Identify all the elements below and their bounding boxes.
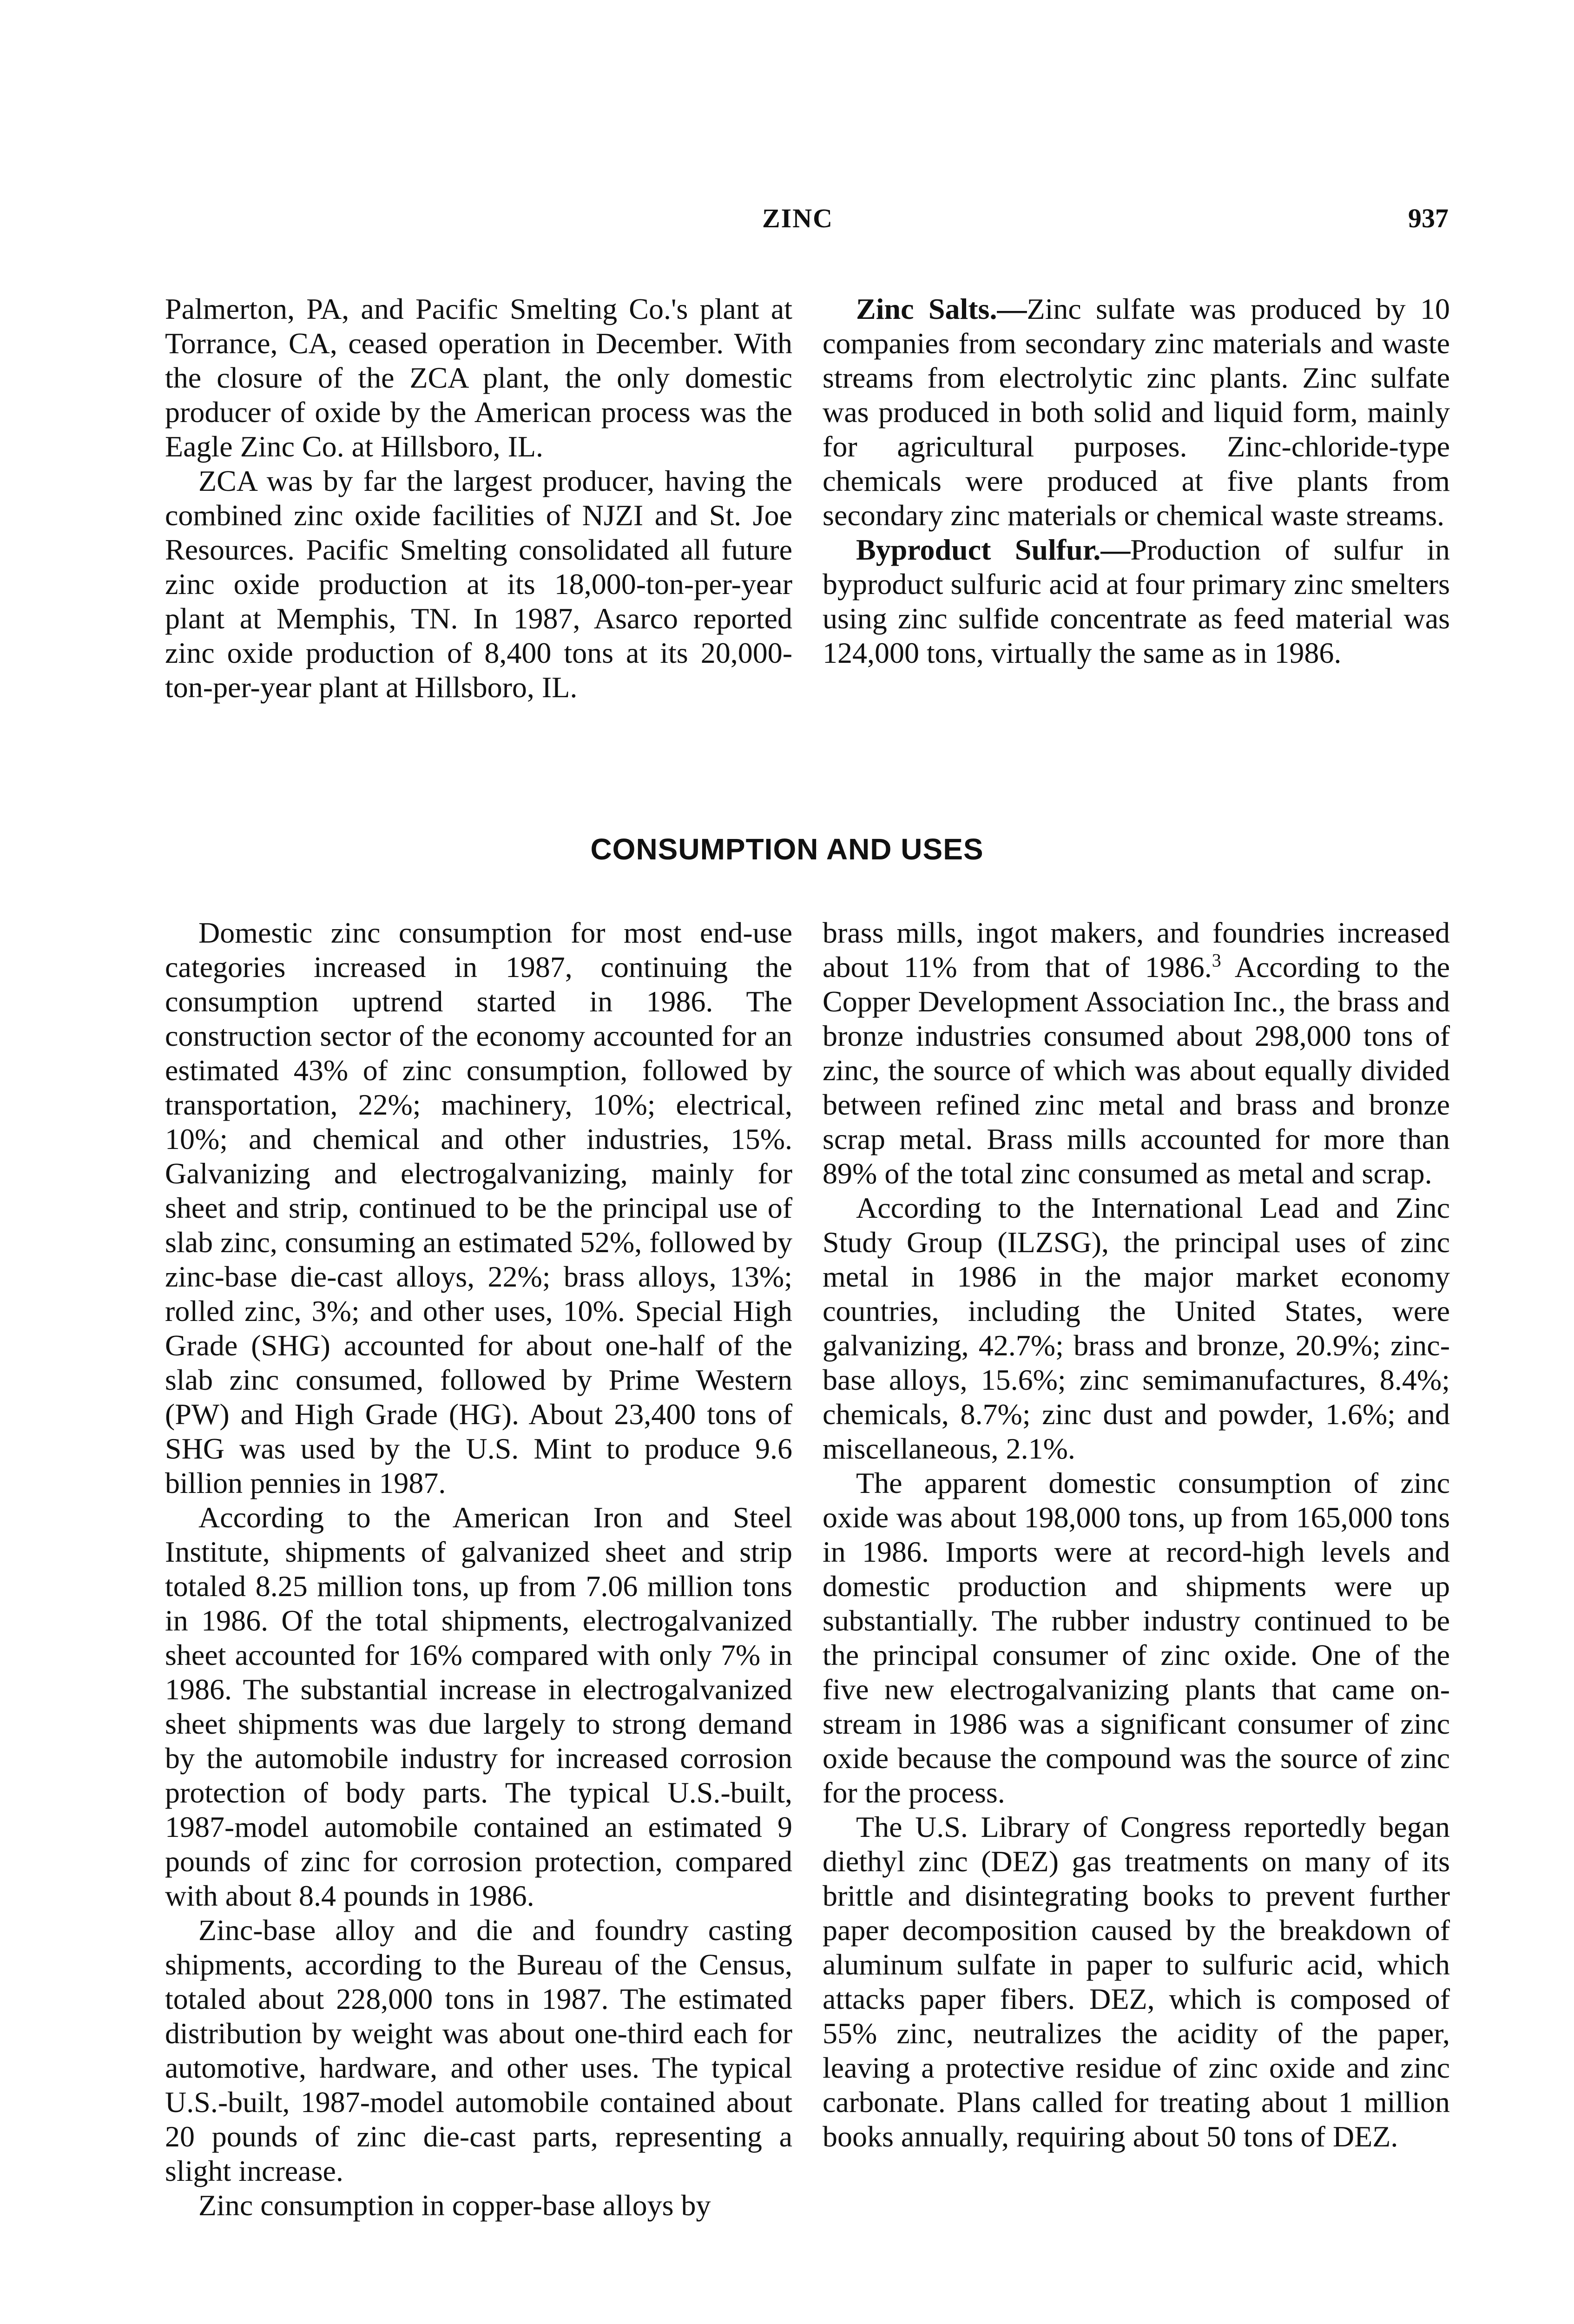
paragraph: Zinc consumption in copper-base alloys by — [198, 2189, 711, 2222]
footnote-reference: 3 — [1212, 950, 1221, 971]
paragraph: The U.S. Library of Congress reportedly began diethyl zinc (DEZ) gas treatments on many of its brittle and disintegrating books to prevent further paper decomposition caused by the breakdown of aluminum sulfate in paper to sulfuric acid, which attacks paper fibers. DEZ, which is composed of 55% zinc, neutralizes the acidity of the paper, leaving a protective residue of zinc oxide and zinc carbonate. Plans called for treating about 1 million books annually, requiring about 50 tons of DEZ. — [823, 1810, 1450, 2153]
paragraph: ZCA was by far the largest producer, having the combined zinc oxide facilities of NJZI and St. Joe Resources. Pacific Smelting consolidated all future zinc oxide production at its 18,000-ton-per-year plant at Memphis, TN. In 1987, Asarco reported zinc oxide production of 8,400 tons at its 20,000-ton-per-year plant at Hillsboro, IL. — [165, 464, 792, 704]
bottom-left-column — [165, 916, 792, 2223]
paragraph: Palmerton, PA, and Pacific Smelting Co.'s plant at Torrance, CA, ceased operation in December. With the closure of the ZCA plant, the only domestic producer of oxide by the American process was the Eagle Zinc Co. at Hillsboro, IL. — [165, 292, 792, 463]
paragraph: According to the International Lead and Zinc Study Group (ILZSG), the principal uses of zinc metal in 1986 in the major market economy countries, including the United States, were galvanizing, 42.7%; brass and bronze, 20.9%; zinc-base alloys, 15.6%; zinc semimanufactures, 8.4%; chemicals, 8.7%; zinc dust and powder, 1.6%; and miscellaneous, 2.1%. — [823, 1191, 1450, 1465]
zinc-salts-heading: Zinc Salts.— — [856, 292, 1027, 325]
paragraph: Domestic zinc consumption for most end-use categories increased in 1987, continuing the consumption uptrend started in 1986. The construction sector of the economy accounted for an estimated 43% of zinc consumption, followed by transportation, 22%; machinery, 10%; electrical, 10%; and chemical and other industries, 15%. Galvanizing and electrogalvanizing, mainly for sheet and strip, continued to be the principal use of slab zinc, consuming an estimated 52%, followed by zinc-base die-cast alloys, 22%; brass alloys, 13%; rolled zinc, 3%; and other uses, 10%. Special High Grade (SHG) accounted for about one-half of the slab zinc consumed, followed by Prime Western (PW) and High Grade (HG). About 23,400 tons of SHG was used by the U.S. Mint to produce 9.6 billion pennies in 1987. — [165, 916, 792, 1499]
paragraph: The apparent domestic consumption of zinc oxide was about 198,000 tons, up from 165,000 tons in 1986. Imports were at record-high levels and domestic production and shipments were up substantially. The rubber industry continued to be the principal consumer of zinc oxide. One of the five new electrogalvanizing plants that came on-stream in 1986 was a significant consumer of zinc oxide because the compound was the source of zinc for the process. — [823, 1466, 1450, 1809]
top-left-column — [165, 292, 792, 705]
paragraph-text: According to the Copper Development Association Inc., the brass and bronze industries consumed about 298,000 tons of zinc, the source of which was about equally divided between refined zinc metal and brass and bronze scrap metal. Brass mills accounted for more than 89% of the total zinc consumed as metal and scrap. — [823, 951, 1450, 1190]
bottom-right-column — [823, 916, 1450, 2154]
running-head-title: ZINC — [762, 203, 834, 233]
byproduct-sulfur-text: Production of sulfur in byproduct sulfuric acid at four primary zinc smelters using zinc sulfide concentrate as feed material was 124,000 tons, virtually the same as in 1986. — [823, 533, 1450, 669]
paragraph-text: brass mills, ingot makers, and foundries increased about 11% from that of 1986. — [823, 916, 1450, 984]
paragraph: Zinc-base alloy and die and foundry casting shipments, according to the Bureau of the Census, totaled about 228,000 tons in 1987. The estimated distribution by weight was about one-third each for automotive, hardware, and other uses. The typical U.S.-built, 1987-model automobile contained about 20 pounds of zinc die-cast parts, representing a slight increase. — [165, 1914, 792, 2187]
top-right-column — [823, 292, 1450, 670]
zinc-salts-text: Zinc sulfate was produced by 10 companies from secondary zinc materials and waste streams from electrolytic zinc plants. Zinc sulfate was produced in both solid and liquid form, mainly for agricultural purposes. Zinc-chloride-type chemicals were produced at five plants from secondary zinc materials or chemical waste streams. — [823, 292, 1450, 532]
paragraph: According to the American Iron and Steel Institute, shipments of galvanized sheet and strip totaled 8.25 million tons, up from 7.06 million tons in 1986. Of the total shipments, electrogalvanized sheet accounted for 16% compared with only 7% in 1986. The substantial increase in electrogalvanized sheet shipments was due largely to strong demand by the automobile industry for increased corrosion protection of body parts. The typical U.S.-built, 1987-model automobile contained an estimated 9 pounds of zinc for corrosion protection, compared with about 8.4 pounds in 1986. — [165, 1501, 792, 1912]
byproduct-sulfur-paragraph — [823, 533, 1450, 670]
byproduct-sulfur-heading: Byproduct Sulfur.— — [856, 533, 1131, 566]
paragraph — [823, 916, 1450, 1191]
zinc-salts-paragraph — [823, 292, 1450, 533]
page-number: 937 — [1408, 203, 1449, 233]
section-heading: CONSUMPTION AND USES — [590, 832, 984, 866]
